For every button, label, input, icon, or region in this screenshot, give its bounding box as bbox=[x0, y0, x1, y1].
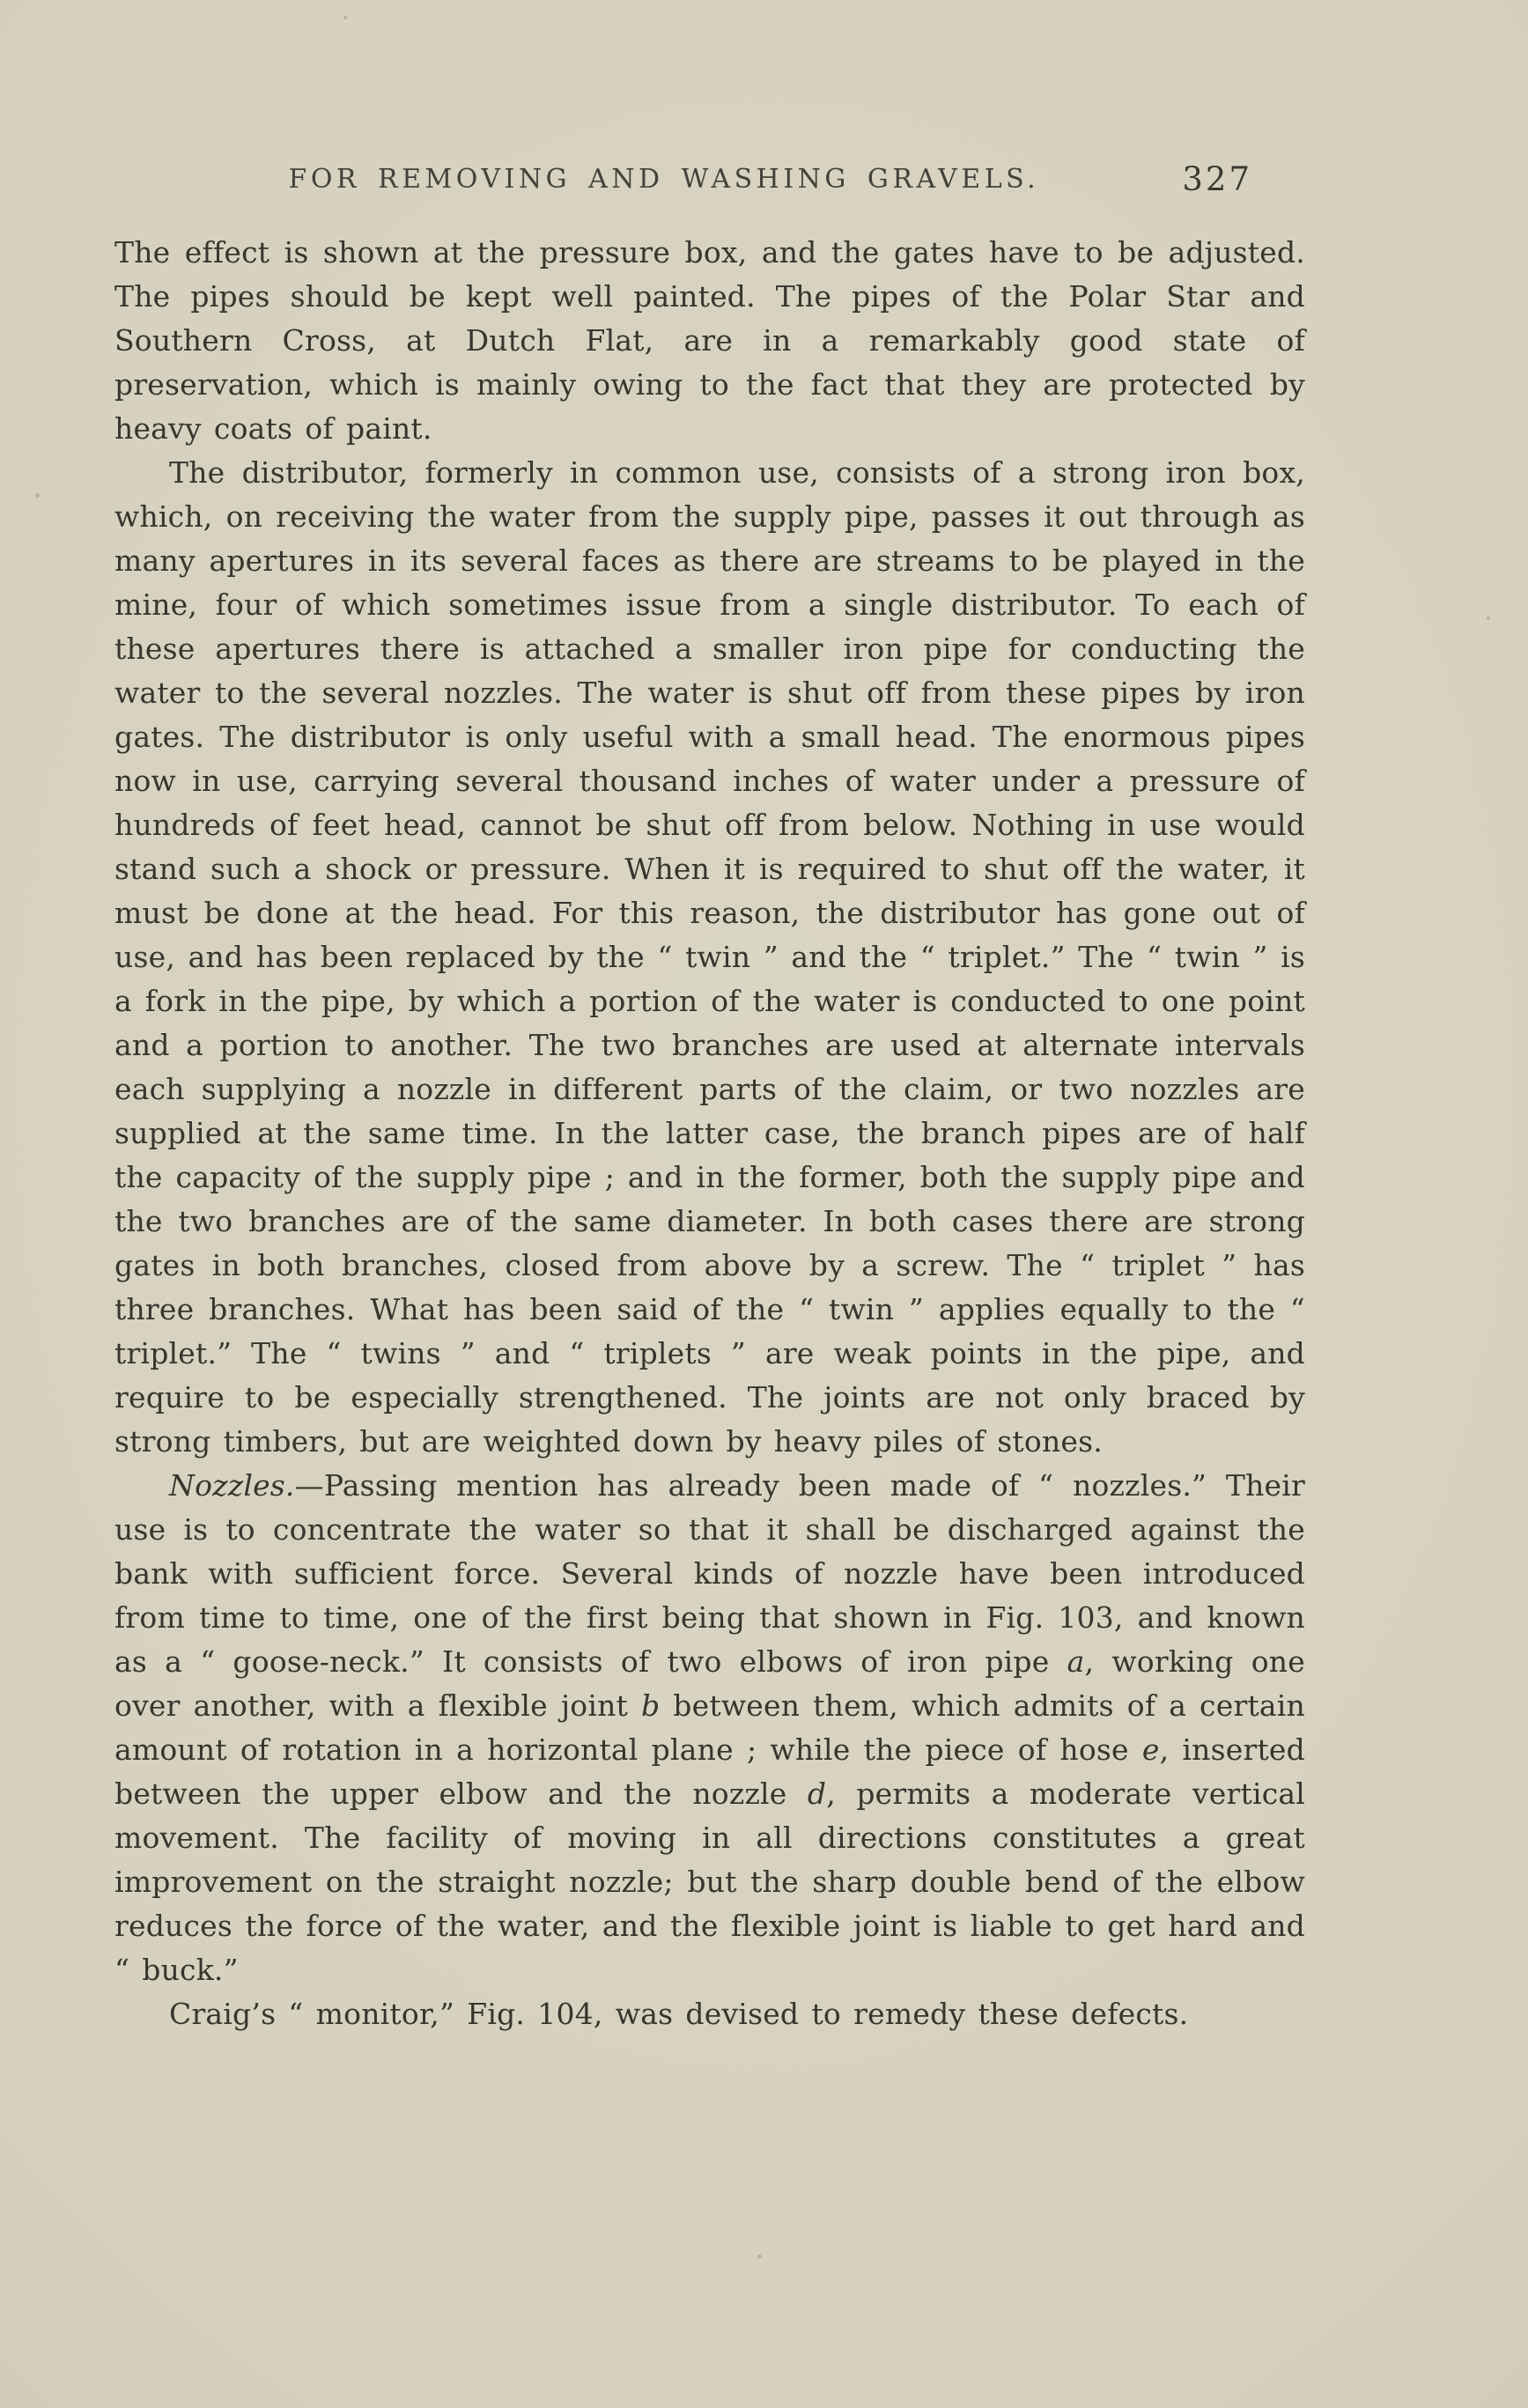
body-text: , permits a moderate vertical movement. The facility of moving in all directions constitutes a great improvement on the straight nozzle; but the sharp double bend of the elbow reduces the force of the water, and the flexible joint is liable to get hard and “ buck.” bbox=[114, 1776, 1306, 1987]
italic-text: Nozzles. bbox=[169, 1468, 295, 1503]
body-text: between them, which admits of a certain amount of rotation in a horizontal plane ; while the piece of hose bbox=[114, 1688, 1305, 1767]
scan-speck bbox=[1487, 617, 1490, 620]
italic-text: a bbox=[1067, 1644, 1085, 1679]
body-text: The effect is shown at the pressure box, and the gates have to be adjusted. The pipes should be kept well painted. The pipes of the Polar Star and Southern Cross, at Dutch Flat, are in a remarkably good state of preservation, which is mainly owing to the fact that they are protected by heavy coats of paint. bbox=[114, 235, 1305, 446]
page-number: 327 bbox=[1182, 160, 1252, 198]
body-text: The distributor, formerly in common use, consists of a strong iron box, which, on receiving the water from the supply pipe, passes it out through as many apertures in its several faces as there are streams to be played in the mine, four of which sometimes issue from a single distributor. To each of these apertures there is attached a smaller iron pipe for conducting the water to the several nozzles. The water is shut off from these pipes by iron gates. The distributor is only useful with a small head. The enormous pipes now in use, carrying several thousand inches of water under a pressure of hundreds of feet head, cannot be shut off from below. Nothing in use would stand such a shock or pressure. When it is required to shut off the water, it must be done at the head. For this reason, the distributor has gone out of use, and has been replaced by the “ twin ” and the “ triplet.” The “ twin ” is a fork in the pipe, by which a portion of the water is conducted to one point and a portion to another. The two branches are used at alternate intervals each supplying a nozzle in different parts of the claim, or two nozzles are supplied at the same time. In the latter case, the branch pipes are of half the capacity of the supply pipe ; and in the former, both the supply pipe and the two branches are of the same diameter. In both cases there are strong gates in both branches, closed from above by a screw. The “ triplet ” has three branches. What has been said of the “ twin ” applies equally to the “ triplet.” The “ twins ” and “ triplets ” are weak points in the pipe, and require to be especially strengthened. The joints are not only braced by strong timbers, but are weighted down by heavy piles of stones. bbox=[114, 455, 1305, 1459]
text-block bbox=[114, 231, 1305, 2036]
scan-speck bbox=[343, 16, 347, 19]
body-text: , working one over another, with a flexible joint bbox=[114, 1644, 1305, 1723]
running-header-title: FOR REMOVING AND WASHING GRAVELS. bbox=[288, 164, 1040, 195]
paragraph bbox=[114, 231, 1305, 451]
italic-text: d bbox=[807, 1776, 827, 1811]
body-text: Craig’s “ monitor,” Fig. 104, was devised to remedy these defects. bbox=[169, 1997, 1189, 2031]
scan-speck bbox=[35, 493, 40, 498]
paragraph bbox=[114, 451, 1305, 1464]
italic-text: b bbox=[641, 1688, 661, 1723]
page-header bbox=[114, 160, 1303, 206]
paragraphs bbox=[114, 231, 1305, 2036]
body-text: , inserted between the upper elbow and the nozzle bbox=[114, 1732, 1305, 1811]
body-text: —Passing mention has already been made of “ nozzles.” Their use is to concentrate the water so that it shall be discharged against the bank with sufficient force. Several kinds of nozzle have been introduced from time to time, one of the first being that shown in Fig. 103, and known as a “ goose-neck.” It consists of two elbows of iron pipe bbox=[114, 1468, 1305, 1679]
italic-text: e bbox=[1141, 1732, 1160, 1767]
scan-speck bbox=[757, 2255, 762, 2258]
paragraph bbox=[114, 1464, 1305, 1992]
paragraph bbox=[114, 1992, 1305, 2036]
